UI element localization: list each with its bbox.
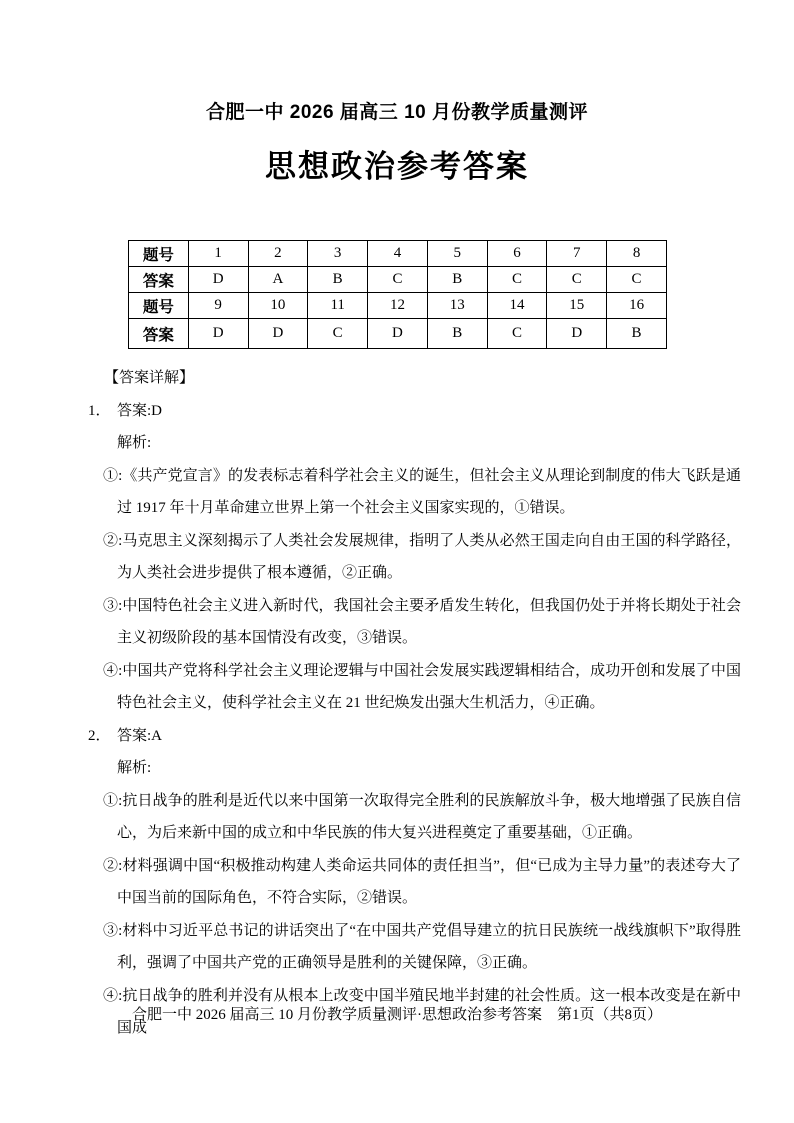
answer-cell: B <box>308 267 368 293</box>
item-answer: 答案:D <box>117 402 163 419</box>
analysis-point: ①:《共产党宣言》的发表标志着科学社会主义的诞生，但社会主义从理论到制度的伟大飞跃是通过 1917 年十月革命建立世界上第一个社会主义国家实现的，①错误。 <box>103 467 741 516</box>
analysis-point: ②:马克思主义深刻揭示了人类社会发展规律，指明了人类从必然王国走向自由王国的科学路径，为人类社会进步提供了根本遵循，②正确。 <box>103 532 741 581</box>
answer-cell: C <box>487 267 547 293</box>
question-number-cell: 7 <box>547 241 607 267</box>
answer-cell: D <box>368 319 428 349</box>
analysis-label: 解析: <box>117 435 152 451</box>
question-number-cell: 13 <box>427 293 487 319</box>
section-title: 【答案详解】 <box>104 370 195 386</box>
answer-line <box>0 720 741 753</box>
answer-cell: C <box>607 267 667 293</box>
question-number-cell: 15 <box>547 293 607 319</box>
answer-cell: C <box>487 319 547 349</box>
analysis-label: 解析: <box>117 760 152 776</box>
question-number-cell: 2 <box>248 241 308 267</box>
question-number-cell: 8 <box>607 241 667 267</box>
question-number-cell: 16 <box>607 293 667 319</box>
item-number: 1． <box>88 402 111 419</box>
analysis-point: ④:中国共产党将科学社会主义理论逻辑与中国社会发展实践逻辑相结合，成功开创和发展了中国特色社会主义，使科学社会主义在 21 世纪焕发出强大生机活力，④正确。 <box>103 662 741 711</box>
question-number-cell: 1 <box>188 241 248 267</box>
question-number-cell: 14 <box>487 293 547 319</box>
table-row <box>129 267 667 293</box>
detail-item-2 <box>0 720 741 1045</box>
question-number-cell: 3 <box>308 241 368 267</box>
answer-cell: C <box>547 267 607 293</box>
answer-cell: D <box>188 319 248 349</box>
question-number-cell: 5 <box>427 241 487 267</box>
table-row <box>129 319 667 349</box>
answer-cell: B <box>427 319 487 349</box>
answer-cell: C <box>368 267 428 293</box>
analysis-point: ②:材料强调中国“积极推动构建人类命运共同体的责任担当”，但“已成为主导力量”的表述夸大了中国当前的国际角色，不符合实际，②错误。 <box>103 857 741 906</box>
question-number-cell: 10 <box>248 293 308 319</box>
page-title: 思想政治参考答案 <box>265 149 529 184</box>
answer-details-section <box>0 362 794 1045</box>
row-label: 答案 <box>129 319 189 349</box>
table-row <box>129 293 667 319</box>
answer-cell: D <box>248 319 308 349</box>
analysis-point: ③:中国特色社会主义进入新时代，我国社会主要矛盾发生转化，但我国仍处于并将长期处于社会主义初级阶段的基本国情没有改变，③错误。 <box>103 597 741 646</box>
row-label: 题号 <box>129 241 189 267</box>
analysis-point: ③:材料中习近平总书记的讲话突出了“在中国共产党倡导建立的抗日民族统一战线旗帜下”取得胜利，强调了中国共产党的正确领导是胜利的关键保障，③正确。 <box>103 922 741 971</box>
answer-cell: A <box>248 267 308 293</box>
row-label: 题号 <box>129 293 189 319</box>
analysis-point: ①:抗日战争的胜利是近代以来中国第一次取得完全胜利的民族解放斗争，极大地增强了民族自信心，为后来新中国的成立和中华民族的伟大复兴进程奠定了重要基础，①正确。 <box>103 792 741 841</box>
answer-cell: C <box>308 319 368 349</box>
question-number-cell: 6 <box>487 241 547 267</box>
detail-item-1 <box>0 395 741 720</box>
analysis-point: ④:抗日战争的胜利并没有从根本上改变中国半殖民地半封建的社会性质。这一根本改变是在新中国成 <box>103 987 741 1036</box>
exam-header-title: 合肥一中 2026 届高三 10 月份教学质量测评 <box>205 102 589 123</box>
page-footer: 合肥一中 2026 届高三 10 月份教学质量测评·思想政治参考答案 第1页（共8页） <box>132 1007 662 1023</box>
question-number-cell: 9 <box>188 293 248 319</box>
answer-cell: D <box>547 319 607 349</box>
table-row <box>129 241 667 267</box>
answer-cell: B <box>427 267 487 293</box>
item-number: 2． <box>88 727 111 744</box>
question-number-cell: 12 <box>368 293 428 319</box>
question-number-cell: 11 <box>308 293 368 319</box>
row-label: 答案 <box>129 267 189 293</box>
answer-line <box>0 395 741 428</box>
answer-key-table <box>128 240 667 349</box>
answer-cell: D <box>188 267 248 293</box>
answer-cell: B <box>607 319 667 349</box>
question-number-cell: 4 <box>368 241 428 267</box>
item-answer: 答案:A <box>117 727 163 744</box>
